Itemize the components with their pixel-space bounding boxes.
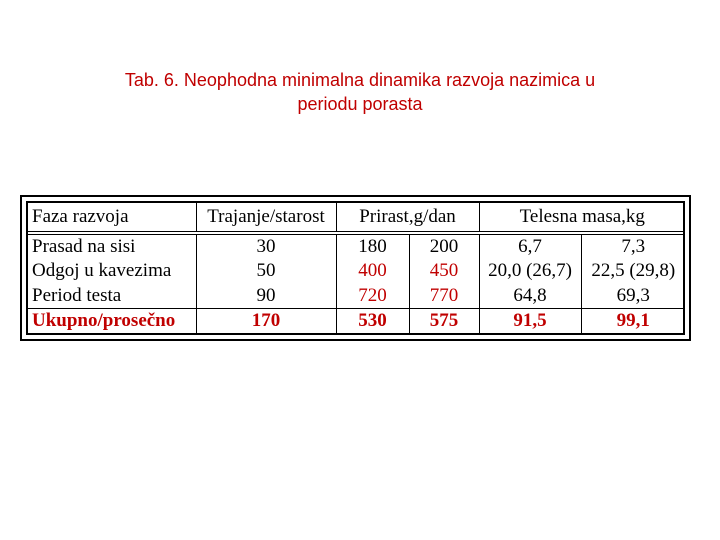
cell-duration: 90 <box>196 284 336 309</box>
table-row <box>28 259 685 283</box>
slide-title <box>40 68 680 116</box>
cell-mass-1: 20,0 (26,7) <box>479 259 581 283</box>
table-inner-frame <box>26 201 685 335</box>
cell-gain-1: 720 <box>336 284 409 309</box>
header-duration: Trajanje/starost <box>196 203 336 233</box>
cell-mass-1: 6,7 <box>479 233 581 259</box>
title-line-1: Tab. 6. Neophodna minimalna dinamika razvoja nazimica u <box>124 70 596 90</box>
cell-duration: 170 <box>196 308 336 333</box>
header-phase: Faza razvoja <box>28 203 196 233</box>
cell-mass-2: 7,3 <box>621 236 646 258</box>
header-row <box>28 203 685 233</box>
cell-gain-2: 200 <box>409 233 479 259</box>
cell-gain-2: 770 <box>409 284 479 309</box>
cell-gain-1: 180 <box>336 233 409 259</box>
header-mass: Telesna masa,kg <box>479 203 685 233</box>
table-frame <box>20 195 691 341</box>
cell-mass-2: 99,1 <box>581 308 685 333</box>
cell-phase: Period testa <box>28 284 196 309</box>
cell-gain-1: 530 <box>336 308 409 333</box>
header-gain: Prirast,g/dan <box>336 203 479 233</box>
table-row <box>28 284 685 309</box>
cell-mass-2: 22,5 (29,8) <box>591 260 676 282</box>
cell-mass-1: 64,8 <box>479 284 581 309</box>
cell-mass-1: 91,5 <box>479 308 581 333</box>
cell-gain-2: 450 <box>409 259 479 283</box>
cell-duration: 50 <box>196 259 336 283</box>
cell-gain-2: 575 <box>409 308 479 333</box>
growth-table <box>28 203 685 333</box>
cell-phase: Odgoj u kavezima <box>28 259 196 283</box>
cell-duration: 30 <box>196 233 336 259</box>
cell-phase: Ukupno/prosečno <box>28 308 196 333</box>
title-line-2: periodu porasta <box>297 94 423 114</box>
cell-phase: Prasad na sisi <box>28 233 196 259</box>
cell-gain-1: 400 <box>336 259 409 283</box>
cell-mass-2: 69,3 <box>616 284 650 306</box>
table-row <box>28 233 685 259</box>
total-row <box>28 308 685 333</box>
